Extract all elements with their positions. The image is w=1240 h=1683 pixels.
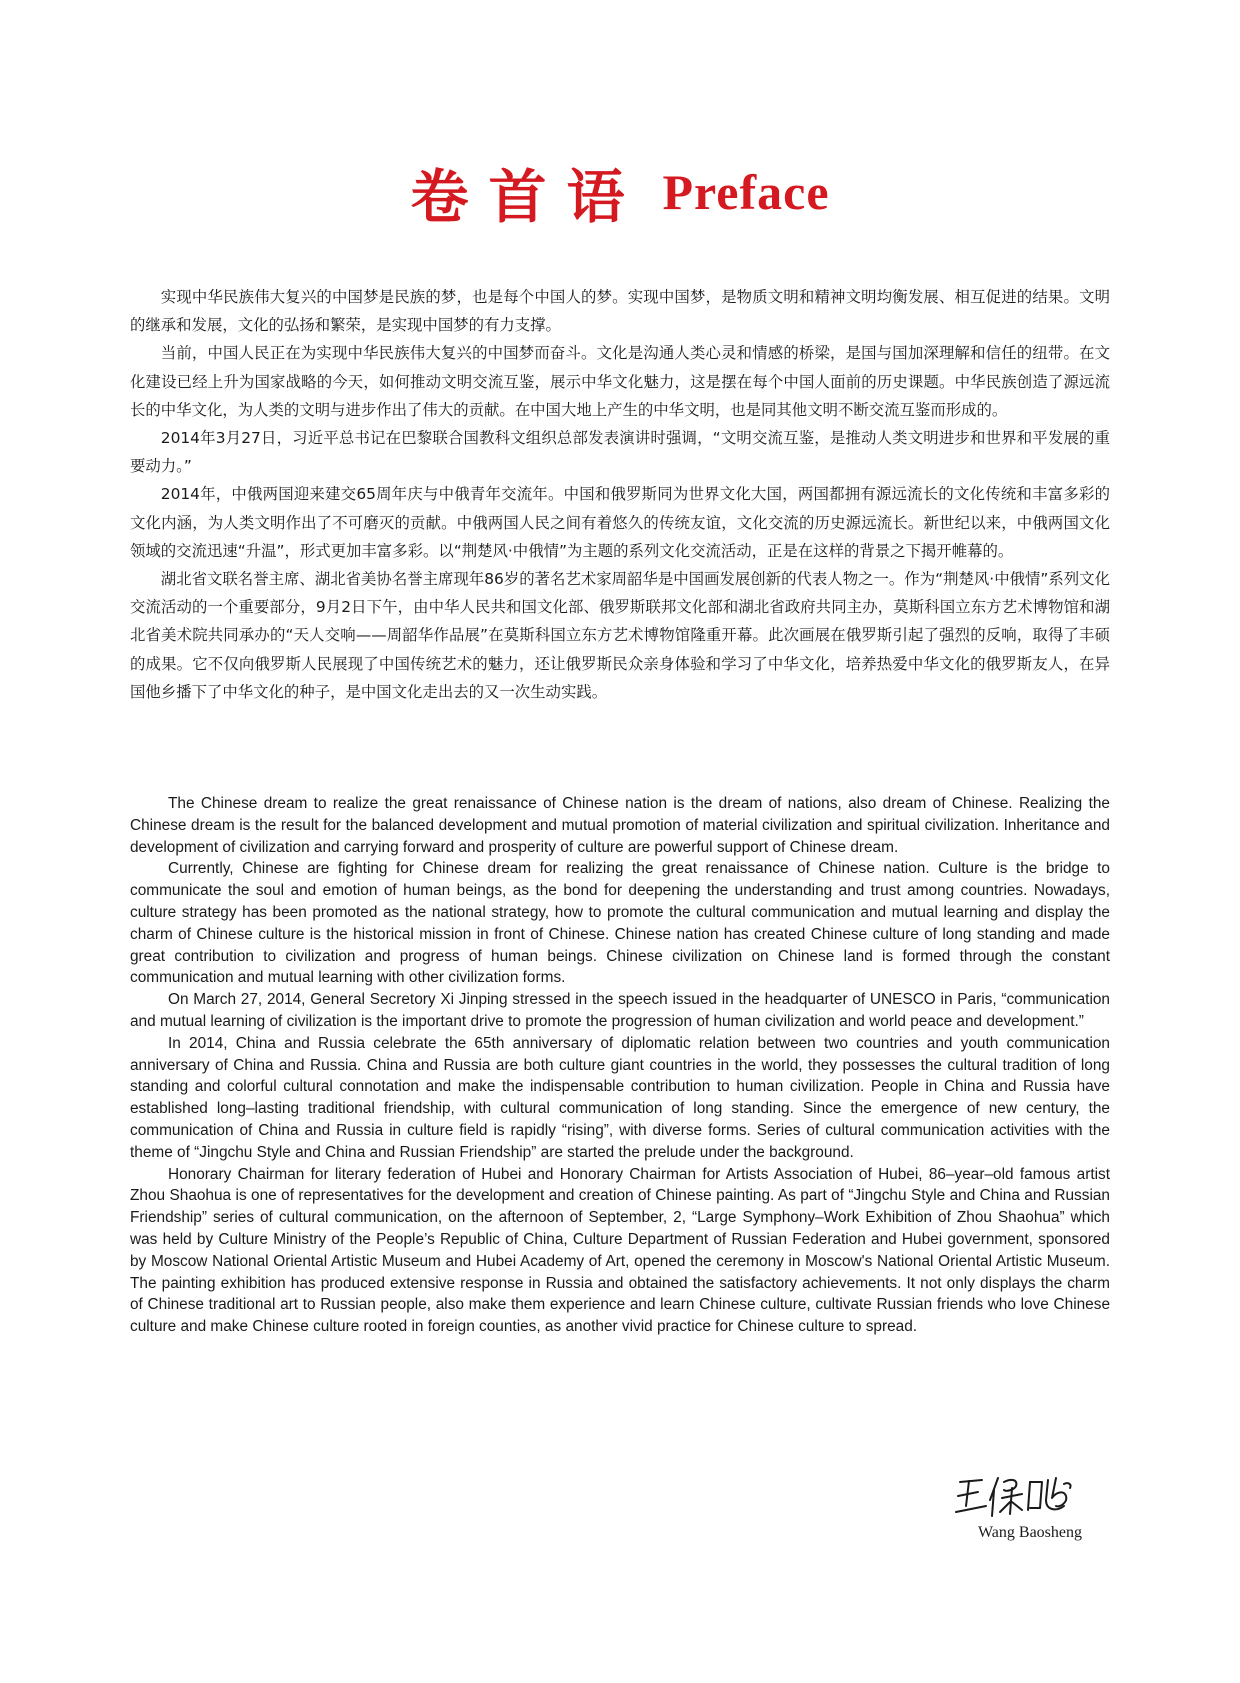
chinese-paragraph: 当前，中国人民正在为实现中华民族伟大复兴的中国梦而奋斗。文化是沟通人类心灵和情感的桥梁，是国与国加深理解和信任的纽带。在文化建设已经上升为国家战略的今天，如何推动文明交流互鉴，展示中华文化魅力，这是摆在每个中国人面前的历史课题。中华民族创造了源远流长的中华文化，为人类的文明与进步作出了伟大的贡献。在中国大地上产生的中华文明，也是同其他文明不断交流互鉴而形成的。 [130, 344, 1110, 419]
chinese-paragraph: 实现中华民族伟大复兴的中国梦是民族的梦，也是每个中国人的梦。实现中国梦，是物质文明和精神文明均衡发展、相互促进的结果。文明的继承和发展，文化的弘扬和繁荣，是实现中国梦的有力支撑。 [130, 288, 1110, 335]
english-paragraph: Honorary Chairman for literary federation of Hubei and Honorary Chairman for Artists Association of Hubei, 86–year–old famous artist Zhou Shaohua is one of representatives for the development and creation of Chinese painting. As part of “Jingchu Style and China and Russian Friendship” series of cultural communication, on the afternoon of September, 2, “Large Symphony–Work Exhibition of Zhou Shaohua” which was held by Culture Ministry of the People’s Republic of China, Culture Department of Russian Federation and Hubei government, sponsored by Moscow National Oriental Artistic Museum and Hubei Academy of Art, opened the ceremony in Moscow's National Oriental Artistic Museum. The painting exhibition has produced extensive response in Russia and obtained the satisfactory achievements. It not only displays the charm of Chinese traditional art to Russian people, also make them experience and learn Chinese culture, cultivate Russian friends who love Chinese culture and make Chinese culture rooted in foreign counties, as another vivid practice for Chinese culture to spread. [130, 1165, 1110, 1336]
chinese-body [130, 283, 1110, 706]
chinese-paragraph: 2014年3月27日，习近平总书记在巴黎联合国教科文组织总部发表演讲时强调，“文明交流互鉴，是推动人类文明进步和世界和平发展的重要动力。” [130, 429, 1110, 476]
chinese-paragraph: 2014年，中俄两国迎来建交65周年庆与中俄青年交流年。中国和俄罗斯同为世界文化大国，两国都拥有源远流长的文化传统和丰富多彩的文化内涵，为人类文明作出了不可磨灭的贡献。中俄两国人民之间有着悠久的传统友谊，文化交流的历史源远流长。新世纪以来，中俄两国文化领域的交流迅速“升温”，形式更加丰富多彩。以“荆楚风·中俄情”为主题的系列文化交流活动，正是在这样的背景之下揭开帷幕的。 [130, 485, 1110, 560]
english-paragraph: In 2014, China and Russia celebrate the 65th anniversary of diplomatic relation between two countries and youth communication anniversary of China and Russia. China and Russia are both culture giant countries in the world, they possesses the cultural tradition of long standing and colorful cultural connotation and make the indispensable contribution to human civilization. People in China and Russia have established long–lasting traditional friendship, with cultural communication of long standing. Since the emergence of new century, the communication of China and Russia in culture field is rapidly “rising”, with diverse forms. Series of cultural communication activities with the theme of “Jingchu Style and China and Russian Friendship” are started the prelude under the background. [130, 1034, 1110, 1161]
chinese-paragraph: 湖北省文联名誉主席、湖北省美协名誉主席现年86岁的著名艺术家周韶华是中国画发展创新的代表人物之一。作为“荆楚风·中俄情”系列文化交流活动的一个重要部分，9月2日下午，由中华人民共和国文化部、俄罗斯联邦文化部和湖北省政府共同主办，莫斯科国立东方艺术博物馆和湖北省美术院共同承办的“天人交响——周韶华作品展”在莫斯科国立东方艺术博物馆隆重开幕。此次画展在俄罗斯引起了强烈的反响，取得了丰硕的成果。它不仅向俄罗斯人民展现了中国传统艺术的魅力，还让俄罗斯民众亲身体验和学习了中华文化，培养热爱中华文化的俄罗斯友人，在异国他乡播下了中华文化的种子，是中国文化走出去的又一次生动实践。 [130, 570, 1110, 701]
title-english: Preface [662, 164, 830, 220]
signature-scrawl [952, 1470, 1102, 1520]
english-body [130, 793, 1110, 1338]
author-name: Wang Baosheng [977, 1524, 1083, 1541]
handwritten-signature [952, 1470, 1102, 1520]
english-paragraph: Currently, Chinese are fighting for Chinese dream for realizing the great renaissance of Chinese nation. Culture is the bridge to communicate the soul and emotion of human beings, as the bond for deepening the understanding and trust among countries. Nowadays, culture strategy has been promoted as the national strategy, how to promote the cultural communication and mutual learning and display the charm of Chinese culture is the historical mission in front of Chinese. Chinese nation has created Chinese culture of long standing and made great contribution to civilization and progress of human beings. Chinese civilization on Chinese land is formed through the constant communication and mutual learning with other civilization forms. [130, 860, 1110, 987]
english-paragraph: On March 27, 2014, General Secretory Xi Jinping stressed in the speech issued in the headquarter of UNESCO in Paris, “communication and mutual learning of civilization is the important drive to promote the progression of human civilization and world peace and development.” [130, 991, 1110, 1030]
english-paragraph: The Chinese dream to realize the great renaissance of Chinese nation is the dream of nations, also dream of Chinese. Realizing the Chinese dream is the result for the balanced development and mutual promotion of material civilization and spiritual civilization. Inheritance and development of civilization and carrying forward and prosperity of culture are powerful support of Chinese dream. [130, 795, 1110, 856]
page-title [0, 150, 1240, 234]
title-chinese: 卷首语 [410, 163, 645, 231]
